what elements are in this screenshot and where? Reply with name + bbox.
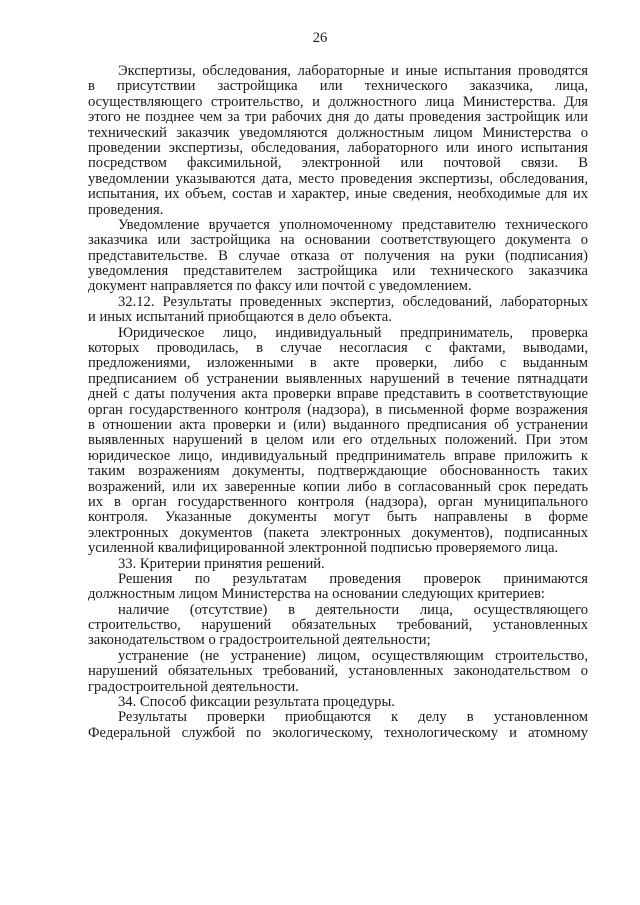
text-line: наличие (отсутствие) в деятельности лица, осуществляющего	[118, 601, 588, 618]
text-line: 32.12. Результаты проведенных экспертиз, обследований, лабораторных	[118, 293, 588, 310]
text-line: контроля. Указанные документы могут быть направлены в форме	[88, 509, 588, 526]
text-line: в присутствии застройщика или технического заказчика, лица,	[88, 78, 588, 95]
text-line: Федеральной службой по экологическому, технологическому и атомному	[88, 724, 588, 741]
text-line: документ направляется по факсу или почтой с уведомлением.	[88, 278, 472, 295]
text-line: Уведомление вручается уполномоченному представителю технического	[118, 216, 588, 233]
text-line: их в орган государственного контроля (надзора), орган муниципального	[88, 493, 588, 510]
text-line: представительстве. В случае отказа от получения на руки (подписания)	[88, 247, 588, 264]
text-line: Результаты проверки приобщаются к делу в установленном	[118, 709, 588, 726]
text-line: юридическое лицо, индивидуальный предприниматель вправе приложить к	[88, 447, 588, 464]
text-line: устранение (не устранение) лицом, осуществляющим строительство,	[118, 647, 588, 664]
text-line: усиленной квалифицированной электронной подписью проверяемого лица.	[88, 540, 559, 557]
text-line: которых проводилась, в случае несогласия с фактами, выводами,	[88, 340, 588, 357]
text-line: законодательством о градостроительной деятельности;	[88, 632, 431, 649]
text-line: заказчика или застройщика на основании соответствующего документа о	[88, 232, 588, 249]
text-line: таким возражениям документы, подтверждающие обоснованность таких	[88, 463, 588, 480]
text-line: дней с даты получения акта проверки вправе представить в соответствующие	[88, 386, 588, 403]
text-line: осуществляющего строительство, и должностного лица Министерства. Для	[88, 93, 588, 110]
text-line: в отношении акта проверки и (или) выданного предписания об устранении	[88, 416, 588, 433]
text-line: 33. Критерии принятия решений.	[118, 555, 325, 572]
text-line: Решения по результатам проведения проверок принимаются	[118, 570, 588, 587]
text-line: Экспертизы, обследования, лабораторные и иные испытания проводятся	[118, 63, 588, 79]
text-line: электронных документов (пакета электронных документов), подписанных	[88, 524, 588, 541]
text-line: посредством факсимильной, электронной или почтовой связи. В	[88, 155, 588, 172]
text-line: предписанием об устранении выявленных нарушений в течение пятнадцати	[88, 370, 588, 387]
text-line: 34. Способ фиксации результата процедуры.	[118, 694, 395, 711]
text-line: нарушений обязательных требований, установленных законодательством о	[88, 663, 588, 680]
text-line: строительство, нарушений обязательных требований, установленных	[88, 617, 588, 634]
text-line: этого не позднее чем за три рабочих дня до даты проведения застройщик или	[88, 109, 588, 126]
text-line: предложениями, изложенными в акте проверки, либо с выданным	[88, 355, 588, 372]
text-line: и иных испытаний приобщаются в дело объекта.	[88, 309, 392, 326]
text-line: выявленных нарушений в целом или его отдельных положений. При этом	[88, 432, 588, 449]
body-text	[88, 64, 588, 741]
page-number: 26	[312, 30, 328, 46]
text-line: проведении экспертизы, обследования, лабораторного или иного испытания	[88, 139, 588, 156]
text-line: градостроительной деятельности.	[88, 678, 299, 695]
text-line: проведения.	[88, 201, 164, 218]
text-line: орган государственного контроля (надзора), в письменной форме возражения	[88, 401, 588, 418]
text-line: технический заказчик уведомляются должностным лицом Министерства о	[88, 124, 588, 141]
text-line: возражений, или их заверенные копии либо в согласованный срок передать	[88, 478, 588, 495]
text-line: испытания, их объем, состав и характер, иные сведения, необходимые для их	[88, 186, 588, 203]
text-line: должностным лицом Министерства на основании следующих критериев:	[88, 586, 545, 603]
text-line: уведомлении указываются дата, место проведения экспертизы, обследования,	[88, 170, 588, 187]
text-line: уведомления представителем застройщика или технического заказчика	[88, 263, 588, 280]
text-line: Юридическое лицо, индивидуальный предприниматель, проверка	[118, 324, 588, 341]
